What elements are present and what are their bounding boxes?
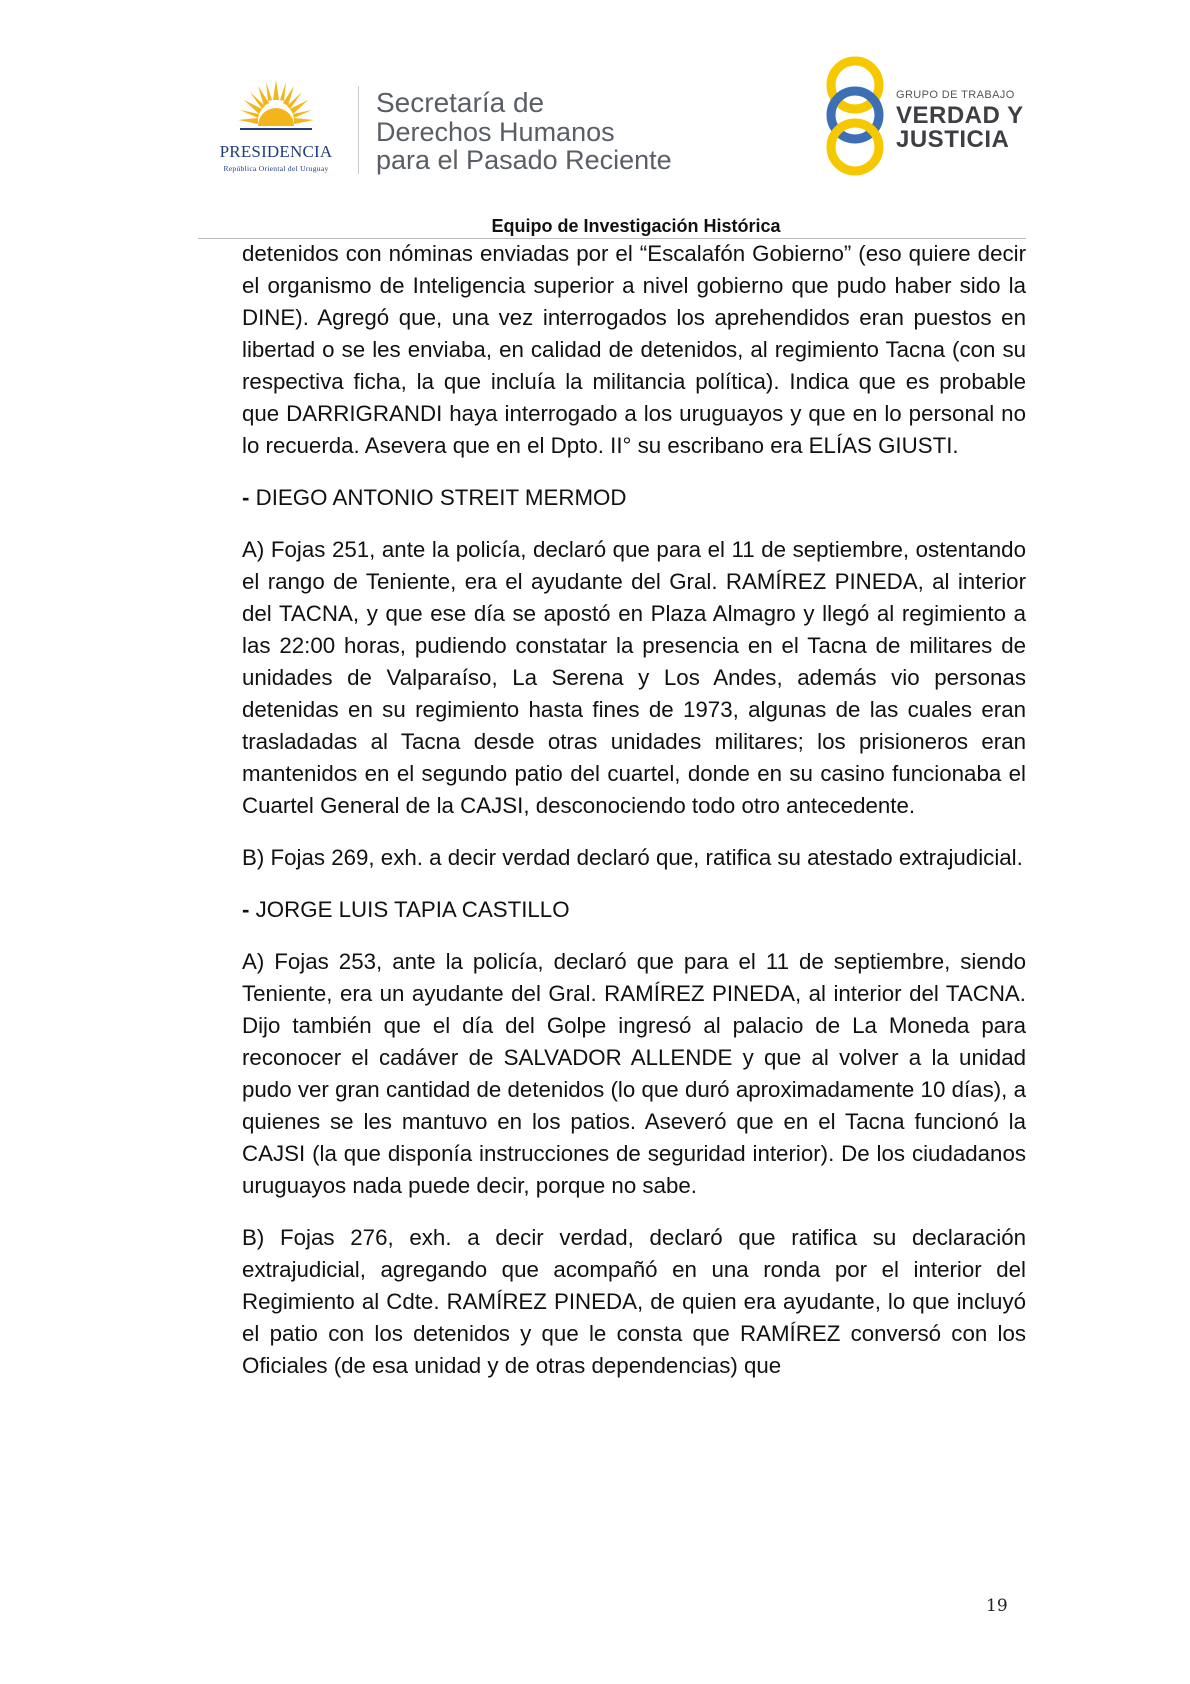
presidencia-subtitle: República Oriental del Uruguay (223, 164, 329, 173)
witness-heading-tapia (242, 894, 1026, 926)
heading-dash: - (242, 897, 250, 922)
presidencia-logo (196, 78, 356, 178)
gtvj-justicia: JUSTICIA (896, 126, 1010, 153)
team-title: Equipo de Investigación Histórica (491, 216, 781, 236)
logo-divider (358, 86, 359, 174)
page-header (0, 0, 1190, 250)
secretaria-line2: Derechos Humanos (376, 117, 615, 147)
heading-dash: - (242, 485, 250, 510)
paragraph-tapia-b: B) Fojas 276, exh. a decir verdad, declaró que ratifica su declaración extrajudicial, agregando que acompañó en una ronda por el interior del Regimiento al Cdte. RAMÍREZ PINEDA, de quien era ayudante, lo que incluyó el patio con los detenidos y que le consta que RAMÍREZ conversó con los Oficiales (de esa unidad y de otras dependencias) que (242, 1225, 1026, 1378)
presidencia-wordmark: PRESIDENCIA (219, 142, 333, 161)
document-body (242, 238, 1026, 1402)
paragraph-streit-a: A) Fojas 251, ante la policía, declaró que para el 11 de septiembre, ostentando el rango de Teniente, era el ayudante del Gral. RAMÍREZ PINEDA, al interior del TACNA, y que ese día se apostó en Plaza Almagro y llegó al regimiento a las 22:00 horas, pudiendo constatar la presencia en el Tacna de militares de unidades de Valparaíso, La Serena y Los Andes, además vio personas detenidas en su regimiento hasta fines de 1973, algunas de las cuales eran trasladadas al Tacna desde otras unidades militares; los prisioneros eran mantenidos en el segundo patio del cuartel, donde en su casino funcionaba el Cuartel General de la CAJSI, desconociendo todo otro antecedente. (242, 537, 1026, 818)
paragraph-tapia-a: A) Fojas 253, ante la policía, declaró que para el 11 de septiembre, siendo Teniente, era un ayudante del Gral. RAMÍREZ PINEDA, al interior del TACNA. Dijo también que el día del Golpe ingresó al palacio de La Moneda para reconocer el cadáver de SALVADOR ALLENDE y que al volver a la unidad pudo ver gran cantidad de detenidos (lo que duró aproximadamente 10 días), a quienes se les mantuvo en los patios. Aseveró que en el Tacna funcionó la CAJSI (la que disponía instrucciones de seguridad interior). De los ciudadanos uruguayos nada puede decir, porque no sabe. (242, 949, 1026, 1198)
secretaria-line1: Secretaría de (376, 87, 545, 118)
sun-of-may-icon (238, 78, 314, 140)
paragraph-streit-b: B) Fojas 269, exh. a decir verdad declaró que, ratifica su atestado extrajudicial. (242, 845, 1023, 870)
witness-name: JORGE LUIS TAPIA CASTILLO (249, 897, 570, 922)
interlocked-rings-icon (820, 55, 896, 181)
witness-heading-streit (242, 482, 1026, 514)
verdad-justicia-logo (820, 55, 1050, 185)
witness-name: DIEGO ANTONIO STREIT MERMOD (249, 485, 627, 510)
gtvj-verdad: VERDAD Y (896, 102, 1024, 129)
paragraph-continuation: detenidos con nóminas enviadas por el “Escalafón Gobierno” (eso quiere decir el organismo de Inteligencia superior a nivel gobierno que pudo haber sido la DINE). Agregó que, una vez interrogados los aprehendidos eran puestos en libertad o se les enviaba, en calidad de detenidos, al regimiento Tacna (con su respectiva ficha, la que incluía la militancia política). Indica que es probable que DARRIGRANDI haya interrogado a los uruguayos y que en lo personal no lo recuerda. Asevera que en el Dpto. II° su escribano era ELÍAS GIUSTI. (242, 241, 1026, 458)
secretaria-logo-text (376, 88, 672, 174)
secretaria-line3: para el Pasado Reciente (376, 145, 672, 175)
gtvj-caption: GRUPO DE TRABAJO (896, 89, 1015, 101)
page-number: 19 (986, 1596, 1008, 1616)
